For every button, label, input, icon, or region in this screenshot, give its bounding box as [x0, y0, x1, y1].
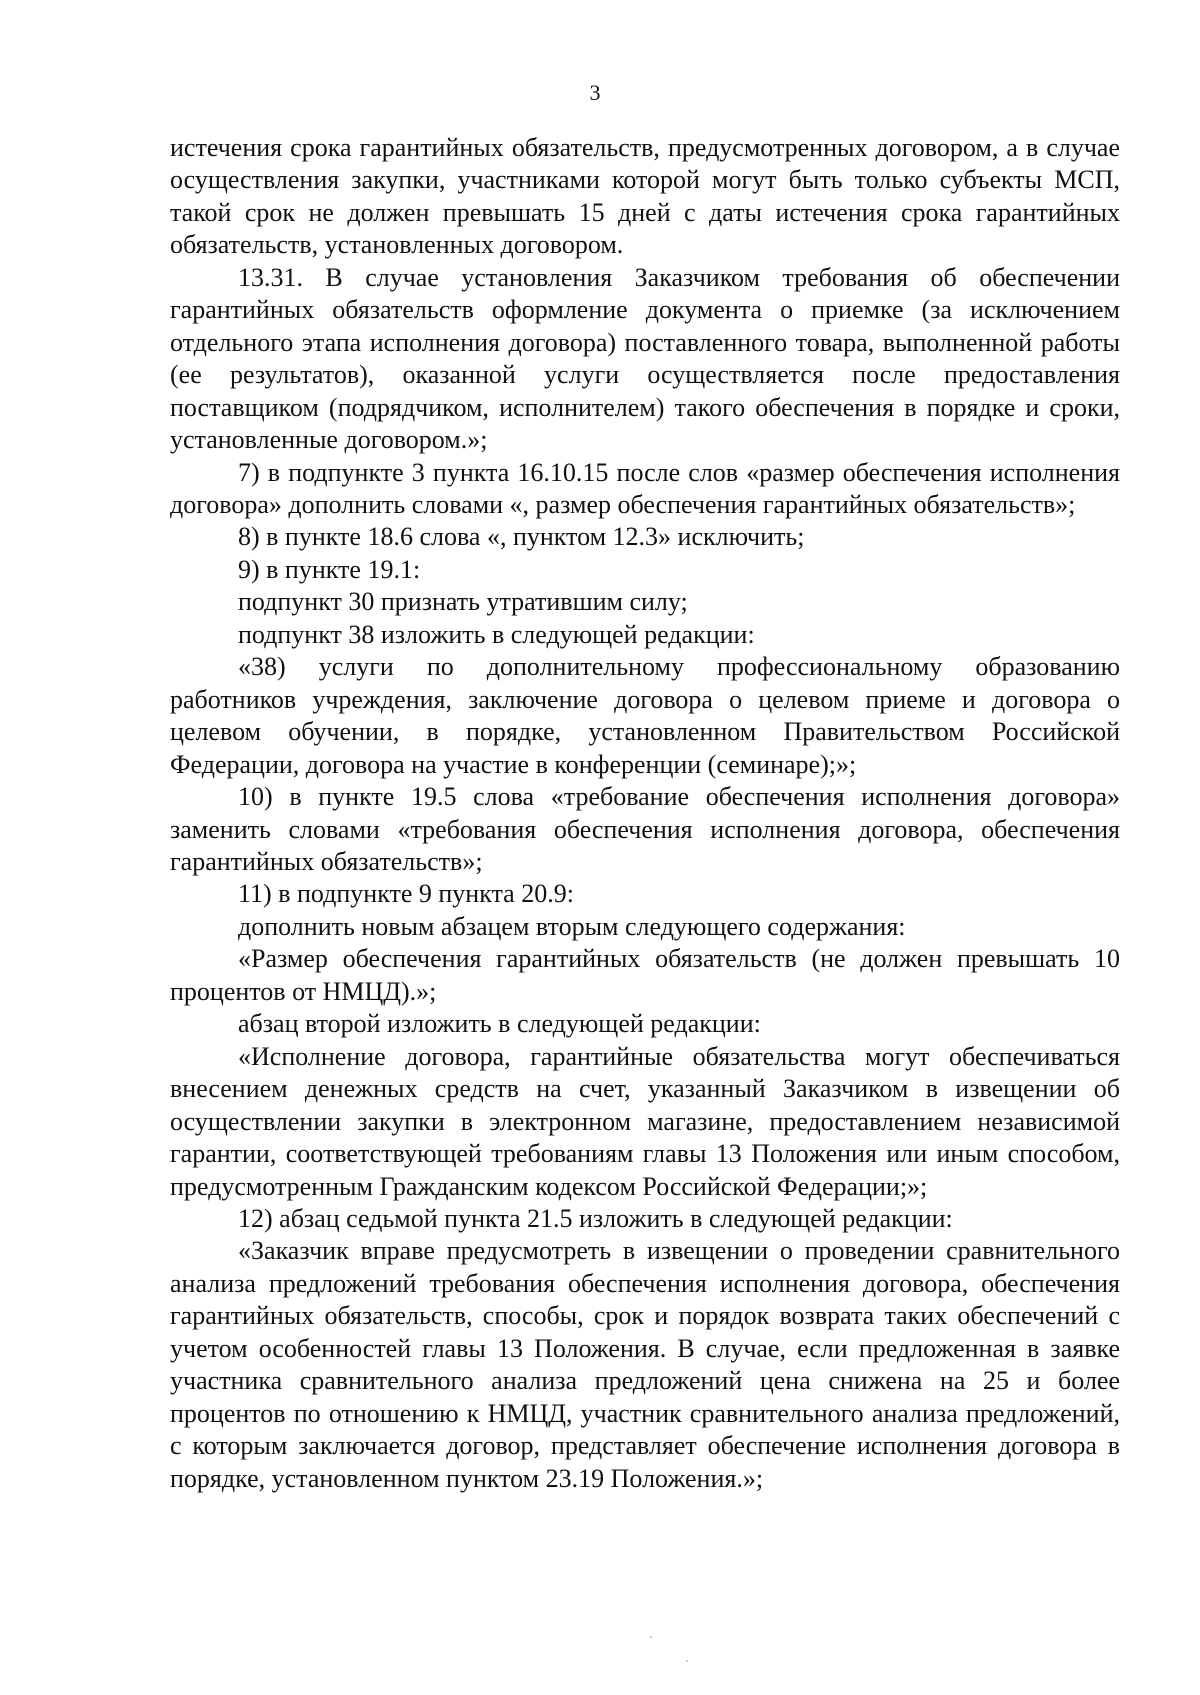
paragraph-abzac-second-text: «Исполнение договора, гарантийные обязательства могут обеспечиваться внесением денежных средств на счет, указанный Заказчиком в извещении об осуществлении закупки в электронном магазине, предоставлением независимой гарантии, соответствующей требованиям главы 13 Положения или иным способом, предусмотренным Гражданским кодексом Российской Федерации;»; — [170, 1041, 1120, 1201]
paragraph-abzac-second-intro: абзац второй изложить в следующей редакции: — [238, 1009, 761, 1039]
paragraph-new-abzac-intro: дополнить новым абзацем вторым следующего содержания: — [238, 911, 906, 941]
paragraph-subitem-38-text: «38) услуги по дополнительному профессиональному образованию работников учреждения, заключение договора о целевом приеме и договора о целевом обучении, в порядке, установленном Правительством Российской Федерации, договора на участие в конференции (семинаре);»; — [170, 652, 1120, 779]
paragraph-item-7: 7) в подпункте 3 пункта 16.10.15 после слов «размер обеспечения исполнения договора» дополнить словами «, размер обеспечения гарантийных обязательств»; — [170, 457, 1120, 519]
document-body — [170, 132, 1120, 1495]
paragraph-item-9: 9) в пункте 19.1: — [238, 554, 421, 584]
page-number: 3 — [589, 80, 601, 105]
paragraph-continuation: истечения срока гарантийных обязательств, предусмотренных договором, а в случае осуществления закупки, участниками которой могут быть только субъекты МСП, такой срок не должен превышать 15 дней с даты истечения срока гарантийных обязательств, установленных договором. — [170, 133, 1120, 260]
paragraph-item-10: 10) в пункте 19.5 слова «требование обеспечения исполнения договора» заменить словами «требования обеспечения исполнения договора, обеспечения гарантийных обязательств»; — [170, 782, 1120, 876]
scan-speck — [686, 1660, 688, 1662]
paragraph-subitem-30: подпункт 30 признать утратившим силу; — [238, 587, 688, 617]
paragraph-subitem-38-intro: подпункт 38 изложить в следующей редакции: — [238, 619, 755, 649]
paragraph-item-12: 12) абзац седьмой пункта 21.5 изложить в следующей редакции: — [238, 1203, 953, 1233]
paragraph-item-11: 11) в подпункте 9 пункта 20.9: — [238, 879, 574, 909]
paragraph-13-31: 13.31. В случае установления Заказчиком требования об обеспечении гарантийных обязательств оформление документа о приемке (за исключением отдельного этапа исполнения договора) поставленного товара, выполненной работы (ее результатов), оказанной услуги осуществляется после предоставления поставщиком (подрядчиком, исполнителем) такого обеспечения в порядке и сроки, установленные договором.»; — [170, 262, 1120, 455]
paragraph-new-abzac-text: «Размер обеспечения гарантийных обязательств (не должен превышать 10 процентов от НМЦД).»; — [170, 944, 1120, 1006]
paragraph-item-8: 8) в пункте 18.6 слова «, пунктом 12.3» исключить; — [238, 522, 805, 552]
scan-speck — [650, 1636, 652, 1638]
paragraph-item-12-text: «Заказчик вправе предусмотреть в извещении о проведении сравнительного анализа предложений требования обеспечения исполнения договора, обеспечения гарантийных обязательств, способы, срок и порядок возврата таких обеспечений с учетом особенностей главы 13 Положения. В случае, если предложенная в заявке участника сравнительного анализа предложений цена снижена на 25 и более процентов по отношению к НМЦД, участник сравнительного анализа предложений, с которым заключается договор, представляет обеспечение исполнения договора в порядке, установленном пунктом 23.19 Положения.»; — [170, 1236, 1120, 1493]
